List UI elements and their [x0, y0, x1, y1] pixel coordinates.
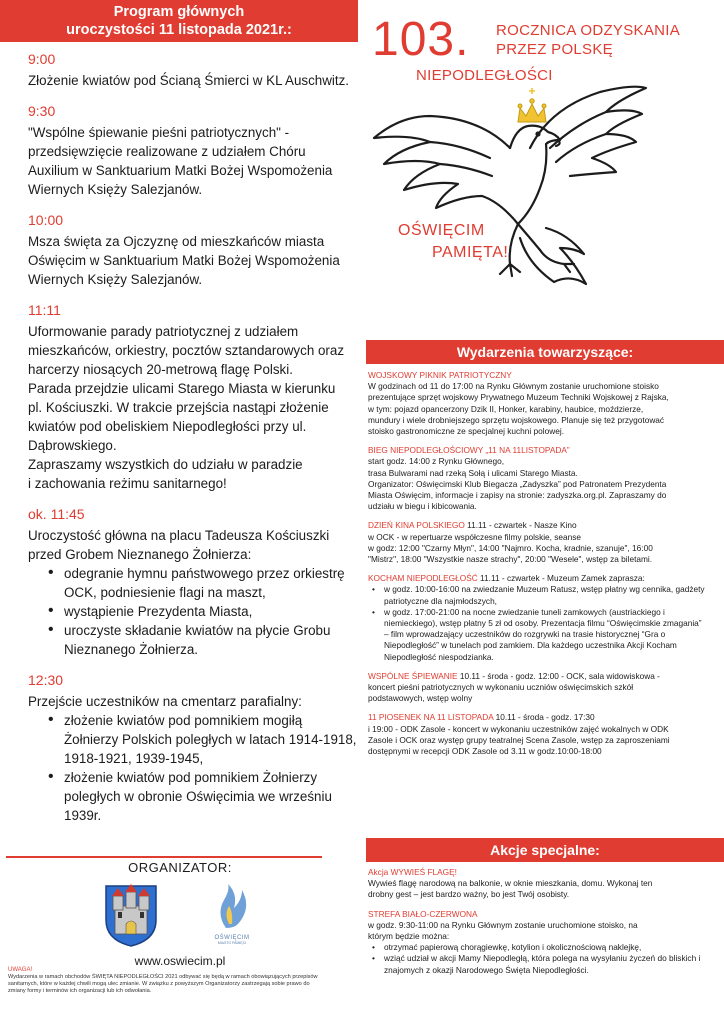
headline-line2: PRZEZ POLSKĘ	[496, 41, 613, 58]
program-banner-line2: uroczystości 11 listopada 2021r.:	[66, 22, 292, 38]
events-banner: Wydarzenia towarzyszące:	[366, 340, 724, 364]
event-heading	[368, 520, 708, 531]
event-block	[368, 712, 708, 757]
city-crest-icon	[104, 884, 158, 948]
event-heading	[368, 370, 708, 381]
city-logo-subcaption: MIASTO PAMIĘCI	[217, 941, 247, 945]
event-bullet-item: • w godz. 10:00-16:00 na zwiedzanie Muzeum Ratusz, wstęp płatny wg cennika, gadżety patriotyczne dla najmłodszych,	[372, 584, 708, 606]
program-schedule	[28, 50, 358, 837]
event-description: start godz. 14:00 z Rynku Głównego, trasa Bulwarami nad rzeką Sołą i ulicami Starego Miasta. Organizator: Oświęcimski Klub Biegacza „Zadyszka” pod Patronatem Prezydenta Miasta Oświęcim, informacje i zapisy na stronie: zadyszka.org.pl. Zapraszamy do udziału w biegu i kibicowania.	[368, 456, 667, 512]
event-description: W godzinach od 11 do 17:00 na Rynku Głównym zostanie uruchomione stoisko prezentujące sprzęt wojskowy Prywatnego Muzeum Techniki Wojskowej z Rajska, w tym: pojazd opancerzony Dzik II, Honker, karabiny, haubice, moździerze, mundury i wiele drobniejszego sprzętu wojskowego. Planuje się też przygotować stoisko gastronomiczne ze specjalnej kuchni polowej.	[368, 381, 669, 437]
event-bullet-item: • wziąć udział w akcji Mamy Niepodległą, która polega na wysyłaniu życzeń do bliskich i znajomych z okazji Narodowego Święta Niepodległości.	[372, 953, 708, 975]
event-title: STREFA BIAŁO-CZERWONA	[368, 908, 478, 919]
schedule-bullet-list	[48, 711, 358, 825]
event-date-venue: 10.11 - środa - godz. 12:00 - OCK, sala widowiskowa -	[457, 670, 660, 681]
schedule-time: ok. 11:45	[28, 506, 85, 522]
schedule-description: Przejście uczestników na cmentarz parafialny:	[28, 694, 302, 709]
event-bullet-item: • otrzymać papierową chorągiewkę, kotylion i okolicznościową naklejkę,	[372, 942, 708, 953]
event-title: BIEG NIEPODLEGŁOŚCIOWY „11 NA 11LISTOPADA”	[368, 445, 570, 456]
schedule-time: 11:11	[28, 302, 61, 318]
special-action-block	[368, 867, 708, 901]
event-title: Akcja WYWIEŚ FLAGĘ!	[368, 867, 457, 877]
event-bullet-list	[368, 942, 708, 976]
event-heading	[368, 712, 708, 723]
schedule-block	[28, 50, 358, 90]
event-description: i 19:00 - ODK Zasole - koncert w wykonaniu uczestników zajęć wokalnych w ODK Zasole i OCK oraz występ grupy teatralnej Scena Zasole, wstęp za zaproszeniami dostępnymi w recepcji ODK Zasole od 3.11 w godz.10:00-18:00	[368, 723, 670, 757]
schedule-description: Złożenie kwiatów pod Ścianą Śmierci w KL Auschwitz.	[28, 73, 350, 88]
event-block	[368, 671, 708, 705]
event-title: WSPÓLNE ŚPIEWANIE	[368, 670, 458, 681]
event-title: 11 PIOSENEK NA 11 LISTOPADA	[368, 712, 494, 723]
slogan-line2: PAMIĘTA!	[432, 244, 509, 261]
slogan-line1: OŚWIĘCIM	[398, 222, 485, 239]
schedule-block	[28, 505, 358, 659]
event-title: KOCHAM NIEPODLEGŁOŚĆ	[368, 573, 478, 584]
organizer-divider	[6, 856, 322, 858]
event-date-venue: 10.11 - środa - godz. 17:30	[493, 712, 595, 723]
schedule-bullet-item: • odegranie hymnu państwowego przez orkiestrę OCK, podniesienie flagi na maszt,	[48, 564, 358, 602]
event-heading	[368, 867, 708, 878]
event-title: DZIEŃ KINA POLSKIEGO	[368, 520, 465, 531]
event-description: Wywieś flagę narodową na balkonie, w oknie mieszkania, domu. Wykonaj ten drobny gest – jest bardzo ważny, bo jest Twój osobisty.	[368, 878, 653, 900]
event-heading	[368, 671, 708, 682]
notice-heading: UWAGA!	[8, 967, 33, 973]
schedule-description: "Wspólne śpiewanie pieśni patriotycznych" - przedsięwzięcie realizowane z udziałem Chóru Auxilium w Sanktuarium Matki Bożej Wspomożenia Wiernych Księży Salezjanów.	[28, 125, 333, 197]
schedule-bullet-list	[48, 564, 358, 659]
headline-line1: ROCZNICA ODZYSKANIA	[496, 22, 681, 39]
website-link[interactable]: www.oswiecim.pl	[134, 954, 226, 968]
events-list	[368, 370, 708, 765]
event-bullet-list	[368, 584, 708, 662]
notice-text: Wydarzenia w ramach obchodów ŚWIĘTA NIEPODLEGŁOŚCI 2021 odbywać się będą w ramach obowiązujących przepisów sanitarnych, które w każdej chwili mogą ulec zmianie. W związku z powyższym Organizatorzy zastrzegają sobie prawo do zmiany formy i terminów ich organizacji lub ich odwołania.	[8, 974, 318, 994]
event-block	[368, 445, 708, 512]
event-date-venue: 11.11 - czwartek - Nasze Kino	[464, 520, 577, 531]
special-actions-list	[368, 867, 708, 984]
anniversary-number: 103.	[372, 13, 470, 66]
city-logo	[212, 884, 252, 950]
city-logo-caption: OŚWIĘCIM	[214, 935, 250, 941]
schedule-bullet-item: • wystąpienie Prezydenta Miasta,	[48, 602, 358, 621]
schedule-bullet-item: • złożenie kwiatów pod pomnikiem mogiłą Żołnierzy Polskich poległych w latach 1914-1918, 1918-1921, 1939-1945,	[48, 711, 358, 768]
event-heading	[368, 573, 708, 584]
event-description: w godz. 9:30-11:00 na Rynku Głównym zostanie uruchomione stoisko, na którym będzie można:	[368, 919, 638, 942]
event-title: WOJSKOWY PIKNIK PATRIOTYCZNY	[368, 370, 512, 380]
event-heading	[368, 445, 708, 456]
schedule-time: 9:00	[28, 51, 56, 67]
event-date-venue: 11.11 - czwartek - Muzeum Zamek zaprasza:	[477, 573, 645, 584]
event-description: w OCK - w repertuarze współczesne filmy polskie, seanse w godz: 12:00 "Czarny Młyn", 14:00 "Najmro. Kocha, kradnie, szanuje", 16:00 "Mistrz", 18:00 "Wszystkie nasze strachy", 20:00 "Wesele", wstęp za biletami.	[368, 531, 653, 565]
city-logo-icon	[212, 884, 252, 930]
headline-line3: NIEPODLEGŁOŚCI	[416, 67, 553, 84]
event-bullet-item: • w godz. 17:00-21:00 na nocne zwiedzanie tuneli zamkowych (austriackiego i niemieckiego), wstęp płatny 5 zł od osoby. Prezentacja filmu “Oświęcimskie zmagania” – film wprowadzający uczestników do rozgrywki na trasie historycznej “Gra o Niepodległość” w tunelach pod zamkiem. Dla każdego uczestnika Akcji Kocham Niepodległość niespodzianka.	[372, 607, 708, 663]
schedule-description: Msza święta za Ojczyznę od mieszkańców miasta Oświęcim w Sanktuarium Matki Bożej Wspomożenia Wiernych Księży Salezjanów.	[28, 234, 340, 287]
program-banner-line1: Program głównych	[113, 4, 245, 20]
event-description: koncert pieśni patriotycznych w wykonaniu uczniów oświęcimskich szkół podstawowych, wstęp wolny	[368, 682, 634, 704]
schedule-bullet-item: • złożenie kwiatów pod pomnikiem Żołnierzy poległych w obronie Oświęcimia we wrześniu 1939r.	[48, 768, 358, 825]
schedule-time: 9:30	[28, 103, 56, 119]
schedule-bullet-item: • uroczyste składanie kwiatów na płycie Grobu Nieznanego Żołnierza.	[48, 621, 358, 659]
organizer-title: ORGANIZATOR:	[128, 860, 232, 875]
event-block	[368, 520, 708, 565]
event-heading	[368, 909, 708, 920]
event-block	[368, 370, 708, 437]
schedule-time: 10:00	[28, 212, 64, 228]
special-actions-banner: Akcje specjalne:	[366, 838, 724, 862]
schedule-time: 12:30	[28, 672, 64, 688]
program-banner	[0, 0, 358, 42]
schedule-block	[28, 102, 358, 199]
schedule-description: Uroczystość główna na placu Tadeusza Kościuszki przed Grobem Nieznanego Żołnierza:	[28, 528, 330, 562]
schedule-block	[28, 301, 358, 493]
event-block	[368, 573, 708, 663]
schedule-block	[28, 671, 358, 825]
schedule-description: Uformowanie parady patriotycznej z udziałem mieszkańców, orkiestry, pocztów sztandarowych oraz harcerzy niosących 20-metrową flagę Polski. Parada przejdzie ulicami Starego Miasta w kierunku pl. Kościuszki. W trakcie przejścia nastąpi złożenie kwiatów pod obeliskiem Niepodległości przy ul. Dąbrowskiego. Zapraszamy wszystkich do udziału w paradzie i zachowania reżimu sanitarnego!	[28, 324, 345, 491]
schedule-block	[28, 211, 358, 289]
crowned-eagle-icon	[370, 78, 650, 288]
special-action-block	[368, 909, 708, 976]
